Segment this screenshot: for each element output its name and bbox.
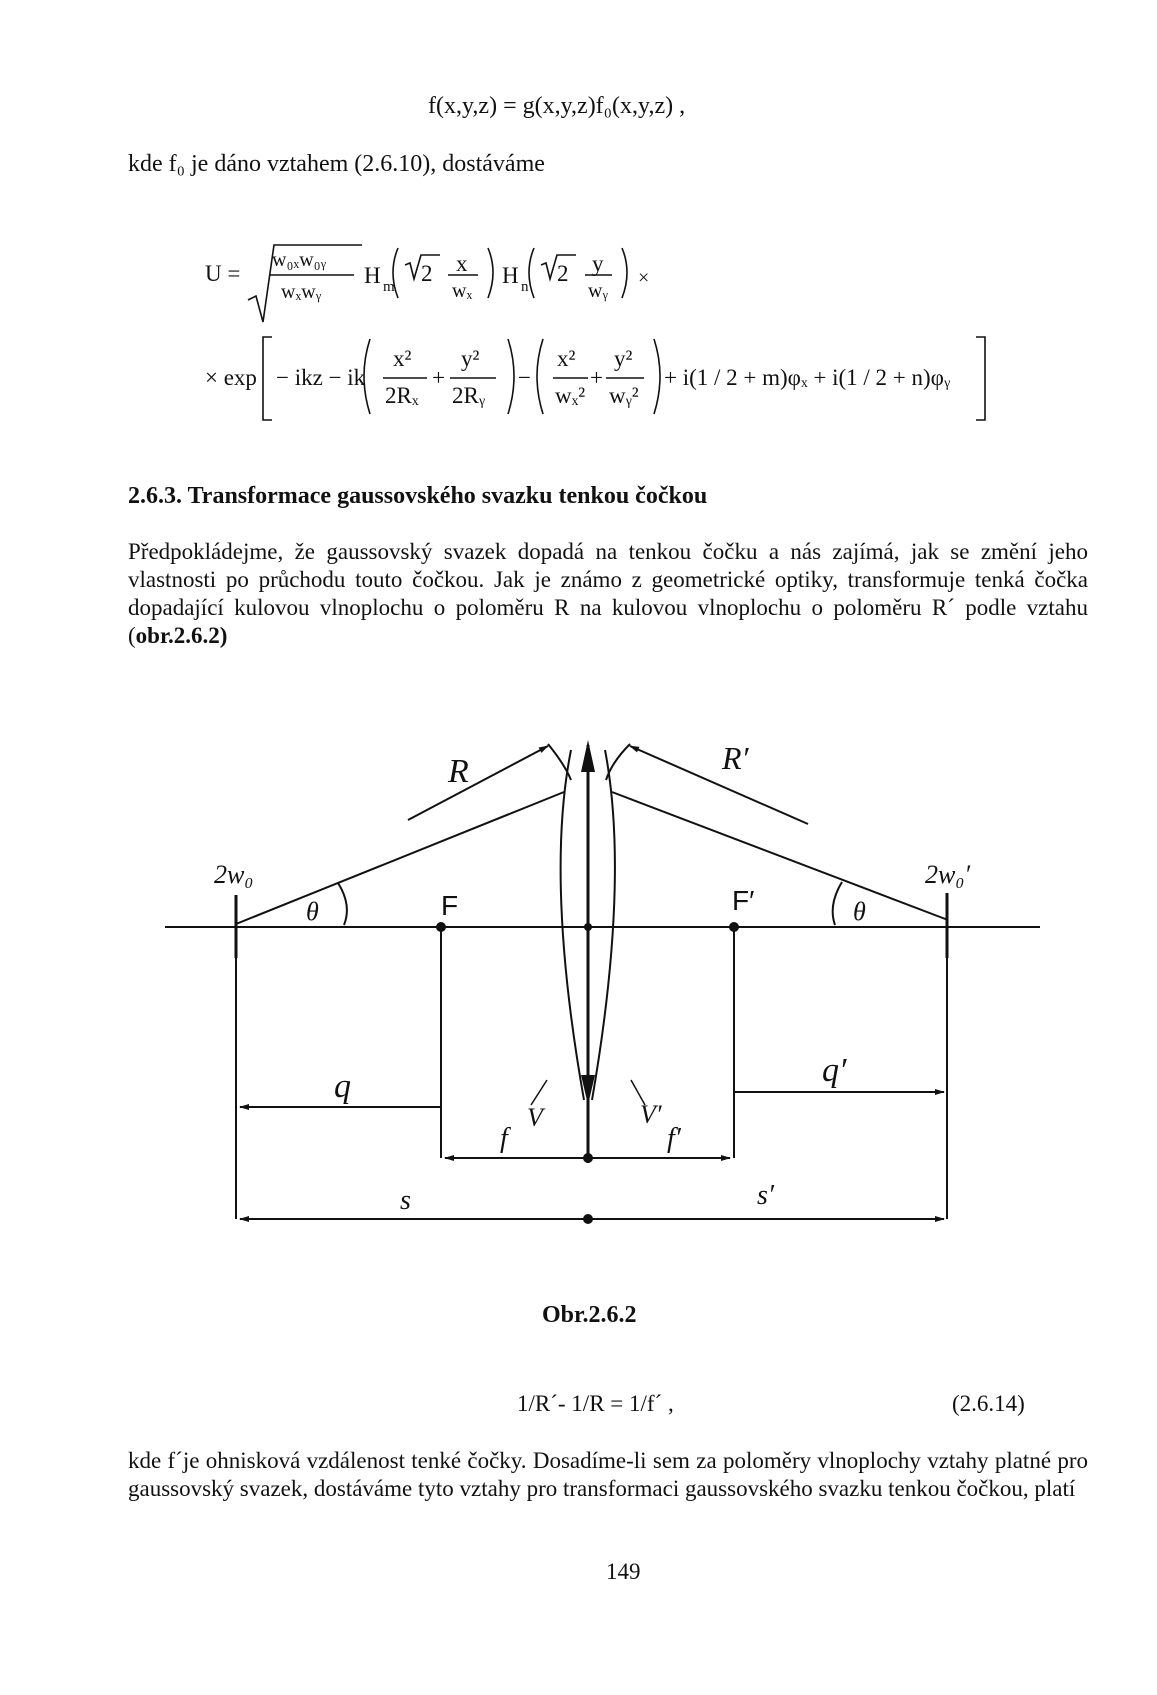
- label-q-prime: q′: [822, 1052, 847, 1089]
- minus-ikz: − ikz − ik: [276, 365, 366, 390]
- minus-b: −: [518, 365, 531, 390]
- label-F-prime: F′: [732, 885, 755, 916]
- label-2w0-prime: 2w₀′: [925, 860, 971, 889]
- label-s-prime: s′: [757, 1180, 775, 1211]
- frac-x-num: x: [456, 251, 468, 276]
- label-V: V: [527, 1103, 543, 1132]
- U-lhs: U =: [205, 261, 241, 286]
- label-s: s: [400, 1185, 411, 1216]
- label-theta-left: θ: [306, 897, 319, 926]
- section-title: 2.6.3. Transformace gaussovského svazku tenkou čočkou: [128, 483, 708, 509]
- label-q: q: [334, 1068, 351, 1105]
- H-m: H: [364, 263, 381, 288]
- sqrt-numerator: w₀ₓw₀ᵧ: [272, 249, 326, 271]
- x2-num: x²: [393, 346, 412, 371]
- label-f: f: [500, 1123, 508, 1154]
- top-equation: f(x,y,z) = g(x,y,z)f₀(x,y,z) ,: [428, 93, 686, 119]
- root2-a: 2: [421, 261, 433, 286]
- plus-b: +: [590, 365, 603, 390]
- exp-prefix: × exp: [205, 365, 257, 390]
- twoRx-den: 2Rₓ: [385, 383, 419, 408]
- times-sign: ×: [638, 267, 650, 289]
- x2-num-b: x²: [557, 346, 576, 371]
- twoRy-den: 2Rᵧ: [452, 383, 485, 408]
- sqrt-denominator: wₓwᵧ: [281, 281, 321, 303]
- label-F: F: [441, 890, 459, 921]
- intro-line: kde f₀ je dáno vztahem (2.6.10), dostáváme: [128, 151, 545, 177]
- wx2-den: wₓ²: [555, 383, 586, 408]
- label-R-prime: R′: [722, 740, 749, 776]
- label-V-prime: V′: [640, 1100, 662, 1129]
- paragraph-conclusion: kde f´je ohnisková vzdálenost tenké čočky. Dosadíme-li sem za poloměry vlnoplochy vztahy platné pro gaussovský svazek, dostáváme tyto vztahy pro transformaci gaussovského svazku tenkou čočkou, platí: [128, 1448, 1088, 1501]
- frac-y-num: y: [592, 251, 604, 276]
- equation-number: (2.6.14): [952, 1391, 1025, 1416]
- lens-equation: 1/R´- 1/R = 1/f´ ,: [517, 1391, 674, 1416]
- paragraph-intro-text: Předpokládejme, že gaussovský svazek dopadá na tenkou čočku a nás zajímá, jak se změní jeho vlastnosti po průchodu touto čočkou. Jak je známo z geometrické optiky, transformuje tenká čočka dopadající kulovou vlnoplochu o poloměru R na kulovou vlnoplochu o poloměru R´ podle vztahu (: [128, 539, 1088, 648]
- label-2w0: 2w₀: [214, 860, 254, 889]
- figure-reference: obr.2.6.2): [135, 623, 228, 648]
- frac-x-den: wₓ: [452, 280, 473, 302]
- figure-caption: Obr.2.6.2: [542, 1302, 637, 1328]
- frac-y-den: wᵧ: [588, 280, 608, 302]
- y2-num-b: y²: [614, 346, 633, 371]
- phase-terms: + i(1 / 2 + m)φₓ + i(1 / 2 + n)φᵧ: [664, 365, 951, 390]
- page-number: 149: [606, 1559, 641, 1584]
- wy2-den: wᵧ²: [609, 383, 639, 408]
- y2-num: y²: [461, 346, 480, 371]
- label-theta-right: θ: [853, 897, 866, 926]
- plus-a: +: [432, 365, 445, 390]
- H-n: H: [502, 263, 519, 288]
- root2-b: 2: [557, 261, 569, 286]
- label-R: R: [448, 753, 469, 790]
- sub-m: m: [383, 279, 395, 295]
- sub-n: n: [521, 279, 529, 295]
- label-f-prime: f′: [667, 1123, 681, 1154]
